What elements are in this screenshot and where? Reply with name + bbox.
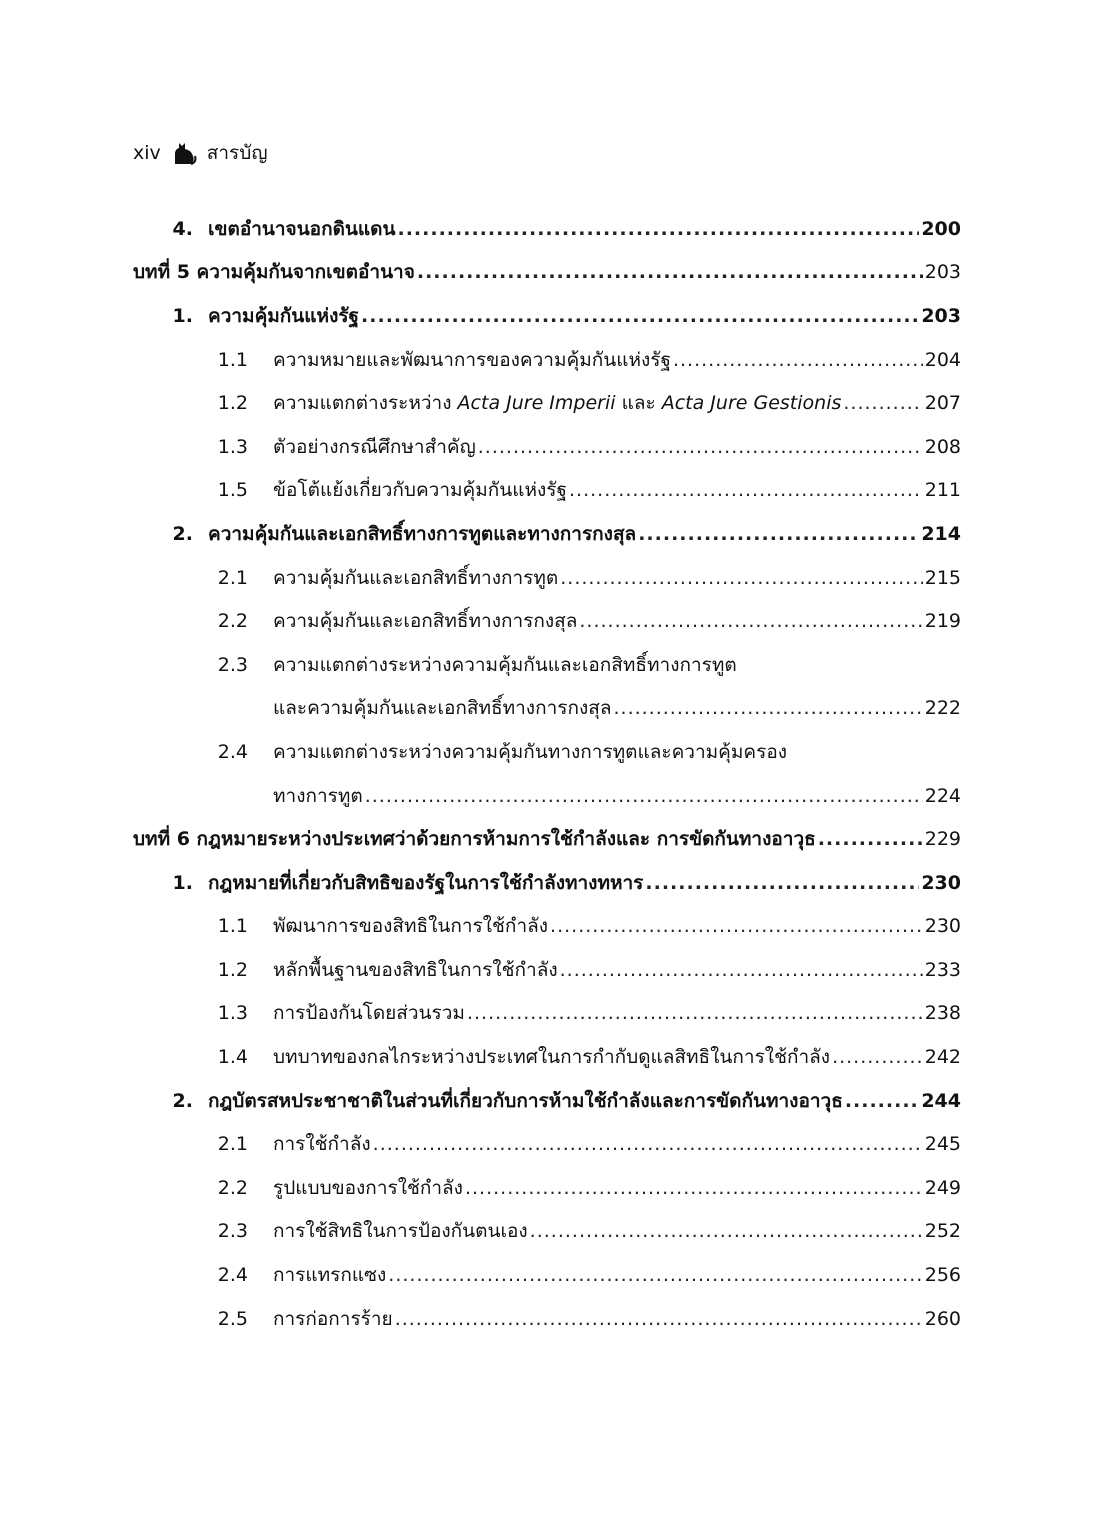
toc-entry[interactable] [133, 512, 961, 556]
toc-entry-page: 200 [921, 217, 961, 240]
title-segment: ความแตกต่างระหว่าง [273, 392, 458, 415]
toc-entry[interactable] [133, 948, 961, 992]
toc-entry-line [208, 868, 961, 898]
toc-entry-number: 2.4 [217, 1264, 248, 1287]
dot-leader [373, 1133, 923, 1155]
toc-entry[interactable] [133, 1166, 961, 1210]
dot-leader [417, 261, 923, 283]
toc-entry-line [273, 388, 961, 418]
table-of-contents [133, 207, 961, 1340]
toc-entry-number: 1.1 [217, 915, 248, 938]
toc-entry[interactable] [133, 1122, 961, 1166]
toc-entry-line [273, 955, 961, 985]
toc-entry-title: และความคุ้มกันและเอกสิทธิ์ทางการกงสุล [273, 697, 612, 720]
dot-leader [569, 479, 923, 501]
toc-entry-page: 252 [924, 1220, 961, 1243]
toc-entry-page: 222 [924, 697, 961, 720]
toc-entry-number: 1.5 [217, 479, 248, 502]
dot-leader [832, 1046, 923, 1068]
toc-entry-title: ทางการทูต [273, 784, 363, 807]
toc-entry-page: 230 [924, 915, 961, 938]
toc-entry-line [133, 824, 961, 854]
toc-entry[interactable] [133, 992, 961, 1036]
toc-entry-line [208, 214, 961, 244]
toc-entry-page: 203 [924, 261, 961, 284]
toc-entry[interactable] [133, 381, 961, 425]
toc-entry-number: 1.2 [217, 392, 248, 415]
toc-entry-page: 207 [924, 392, 961, 415]
toc-entry-page: 242 [924, 1046, 961, 1069]
dot-leader [388, 1264, 922, 1286]
toc-entry-number: 1.1 [217, 348, 248, 371]
toc-entry-title: เขตอำนาจนอกดินแดน [208, 217, 396, 240]
toc-entry-line [273, 737, 789, 767]
toc-entry-number: 2.1 [217, 566, 248, 589]
dot-leader [365, 785, 923, 807]
toc-entry-title: การใช้สิทธิในการป้องกันตนเอง [273, 1220, 528, 1243]
toc-entry-number: 1. [172, 304, 193, 327]
toc-entry-title: บทบาทของกลไกระหว่างประเทศในการกำกับดูแลสิทธิในการใช้กำลัง [273, 1046, 831, 1069]
dot-leader [843, 392, 922, 414]
toc-entry-title: ข้อโต้แย้งเกี่ยวกับความคุ้มกันแห่งรัฐ [273, 479, 567, 502]
toc-entry-line [273, 432, 961, 462]
toc-entry-page: 219 [924, 610, 961, 633]
toc-entry-title: ความคุ้มกันและเอกสิทธิ์ทางการทูต [273, 566, 559, 589]
toc-entry[interactable] [133, 1079, 961, 1123]
toc-entry-title: กฎหมายที่เกี่ยวกับสิทธิของรัฐในการใช้กำลังทางทหาร [208, 871, 644, 894]
dot-leader [398, 218, 920, 240]
toc-entry[interactable] [133, 687, 961, 731]
toc-entry[interactable] [133, 1297, 961, 1341]
toc-entry[interactable] [133, 1035, 961, 1079]
toc-entry[interactable] [133, 294, 961, 338]
dot-leader [579, 610, 922, 632]
toc-entry-title: หลักพื้นฐานของสิทธิในการใช้กำลัง [273, 958, 558, 981]
toc-entry[interactable] [133, 1210, 961, 1254]
toc-entry-line [273, 475, 961, 505]
dot-leader [560, 567, 923, 589]
toc-entry-line [273, 911, 961, 941]
toc-entry-page: 203 [921, 304, 961, 327]
toc-entry-page: 208 [924, 435, 961, 458]
toc-entry[interactable] [133, 425, 961, 469]
toc-entry-number: 4. [172, 217, 193, 240]
toc-entry-number: 2. [172, 1089, 193, 1112]
toc-entry-line [273, 693, 961, 723]
dot-leader [645, 872, 919, 894]
dot-leader [361, 305, 919, 327]
toc-entry[interactable] [133, 207, 961, 251]
toc-entry-line [273, 1129, 961, 1159]
toc-entry-page: 224 [924, 784, 961, 807]
toc-entry-page: 260 [924, 1307, 961, 1330]
toc-entry-title: พัฒนาการของสิทธิในการใช้กำลัง [273, 915, 549, 938]
dot-leader [395, 1308, 923, 1330]
toc-entry-line [273, 345, 961, 375]
toc-entry-page: 204 [924, 348, 961, 371]
toc-entry-page: 214 [921, 522, 961, 545]
toc-entry-title: ความหมายและพัฒนาการของความคุ้มกันแห่งรัฐ [273, 348, 671, 371]
toc-entry[interactable] [133, 643, 961, 687]
toc-entry[interactable] [133, 730, 961, 774]
toc-entry-number: 2.2 [217, 1176, 248, 1199]
toc-entry[interactable] [133, 338, 961, 382]
toc-entry-title: ความคุ้มกันและเอกสิทธิ์ทางการทูตและทางการกงสุล [208, 522, 637, 545]
toc-entry-page: 245 [924, 1133, 961, 1156]
toc-entry-line [273, 606, 961, 636]
toc-entry-title: ความแตกต่างระหว่างความคุ้มกันทางการทูตและความคุ้มครอง [273, 740, 788, 763]
toc-entry-title [273, 388, 843, 418]
toc-entry-number: 2.5 [217, 1307, 248, 1330]
title-segment: และ [615, 392, 662, 415]
toc-entry-title: ความคุ้มกันแห่งรัฐ [208, 304, 360, 327]
toc-entry-number: 2.3 [217, 1220, 248, 1243]
toc-entry-title: บทที่ 6 กฎหมายระหว่างประเทศว่าด้วยการห้ามการใช้กำลังและ การขัดกันทางอาวุธ [133, 828, 816, 851]
dot-leader [818, 828, 923, 850]
toc-entry-line [273, 563, 961, 593]
dot-leader [465, 1177, 923, 1199]
toc-entry[interactable] [133, 905, 961, 949]
toc-entry-page: 244 [921, 1089, 961, 1112]
toc-entry-number: 1.4 [217, 1046, 248, 1069]
toc-entry-line [273, 1216, 961, 1246]
toc-entry-line [133, 257, 961, 287]
toc-entry-number: 1.2 [217, 958, 248, 981]
toc-entry-line [273, 650, 739, 680]
dot-leader [467, 1002, 923, 1024]
toc-entry-title: การก่อการร้าย [273, 1307, 393, 1330]
toc-entry[interactable] [133, 556, 961, 600]
toc-entry-number: 2.3 [217, 653, 248, 676]
toc-chapter-entry[interactable] [133, 817, 961, 861]
dot-leader [845, 1090, 920, 1112]
toc-entry-line [273, 781, 961, 811]
page-number: xiv [133, 142, 161, 164]
toc-entry-line [273, 1304, 961, 1334]
dot-leader [560, 959, 923, 981]
page-header [133, 138, 268, 168]
toc-entry-title: การใช้กำลัง [273, 1133, 371, 1156]
toc-entry-title: การป้องกันโดยส่วนรวม [273, 1002, 465, 1025]
dot-leader [478, 436, 923, 458]
toc-entry-page: 238 [924, 1002, 961, 1025]
toc-entry-line [208, 301, 961, 331]
toc-entry-title: การแทรกแซง [273, 1264, 387, 1287]
dot-leader [550, 915, 923, 937]
toc-entry[interactable] [133, 861, 961, 905]
toc-entry-title: กฎบัตรสหประชาชาติในส่วนที่เกี่ยวกับการห้ามใช้กำลังและการขัดกันทางอาวุธ [208, 1089, 843, 1112]
toc-entry-page: 211 [924, 479, 961, 502]
toc-entry[interactable] [133, 774, 961, 818]
page-header-title: สารบัญ [206, 142, 268, 164]
toc-entry-page: 215 [924, 566, 961, 589]
toc-entry-line [208, 519, 961, 549]
toc-entry-line [208, 1086, 961, 1116]
toc-chapter-entry[interactable] [133, 251, 961, 295]
toc-entry[interactable] [133, 599, 961, 643]
toc-entry-line [273, 1260, 961, 1290]
toc-entry-title: รูปแบบของการใช้กำลัง [273, 1176, 463, 1199]
toc-entry-number: 2.4 [217, 740, 248, 763]
toc-entry[interactable] [133, 1253, 961, 1297]
toc-entry-page: 229 [924, 828, 961, 851]
toc-entry-title: ความแตกต่างระหว่างความคุ้มกันและเอกสิทธิ์ทางการทูต [273, 653, 737, 676]
dot-leader [530, 1220, 923, 1242]
toc-entry[interactable] [133, 469, 961, 513]
toc-entry-number: 2.1 [217, 1133, 248, 1156]
cat-icon [171, 140, 197, 166]
toc-entry-page: 233 [924, 958, 961, 981]
dot-leader [673, 349, 923, 371]
toc-entry-title: ตัวอย่างกรณีศึกษาสำคัญ [273, 435, 476, 458]
dot-leader [613, 697, 922, 719]
toc-entry-number: 2. [172, 522, 193, 545]
toc-entry-page: 256 [924, 1264, 961, 1287]
toc-entry-page: 249 [924, 1176, 961, 1199]
toc-entry-line [273, 1173, 961, 1203]
toc-entry-number: 1.3 [217, 1002, 248, 1025]
toc-entry-title: ความคุ้มกันและเอกสิทธิ์ทางการกงสุล [273, 610, 578, 633]
latin-term: Acta Jure Imperii [457, 392, 616, 415]
dot-leader [638, 523, 919, 545]
latin-term: Acta Jure Gestionis [661, 392, 842, 415]
toc-entry-number: 2.2 [217, 610, 248, 633]
toc-entry-line [273, 998, 961, 1028]
toc-entry-number: 1. [172, 871, 193, 894]
toc-entry-page: 230 [921, 871, 961, 894]
toc-entry-line [273, 1042, 961, 1072]
toc-entry-title: บทที่ 5 ความคุ้มกันจากเขตอำนาจ [133, 261, 415, 284]
toc-entry-number: 1.3 [217, 435, 248, 458]
